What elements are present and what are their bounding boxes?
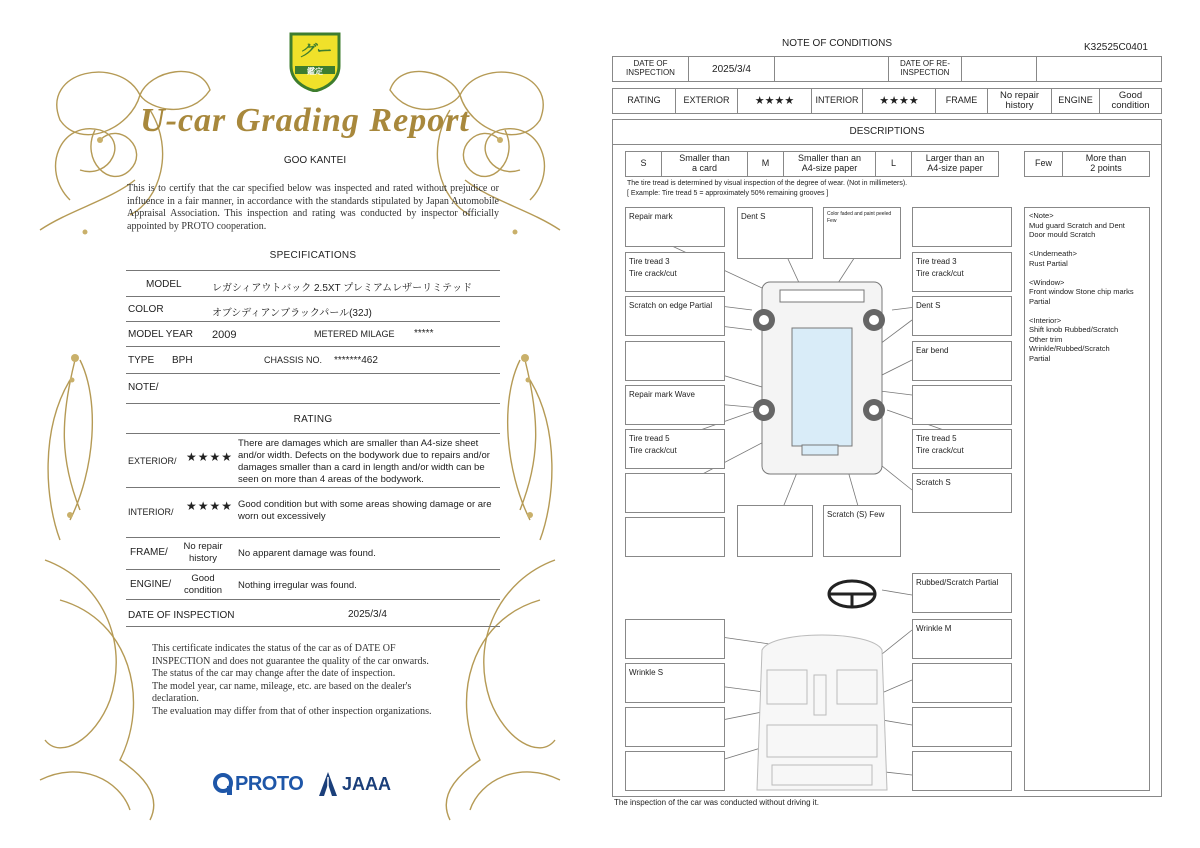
label-tire-rr <box>912 429 1012 469</box>
exterior-stars: ★★★★ <box>186 450 234 464</box>
tire-fr-line2: Tire crack/cut <box>916 269 964 278</box>
label-scratch-edge: Scratch on edge Partial <box>625 296 725 336</box>
label-ear-bend: Ear bend <box>912 341 1012 381</box>
engine-label: ENGINE/ <box>130 579 172 590</box>
noc-title: NOTE OF CONDITIONS <box>782 38 892 49</box>
milage-value: ***** <box>414 328 434 339</box>
rating-label-cell: RATING <box>613 89 676 113</box>
model-year-label: MODEL YEAR <box>128 329 194 340</box>
rating-row <box>612 88 1162 114</box>
noc-footer: The inspection of the car was conducted without driving it. <box>614 798 819 807</box>
note-line: <Note> <box>1029 211 1054 220</box>
spec-row-model <box>126 270 500 297</box>
rating-row-exterior <box>126 433 500 488</box>
note-line <box>1029 268 1145 278</box>
legend-m: M <box>748 152 784 176</box>
legend-s: S <box>626 152 662 176</box>
note-line: <Window> <box>1029 277 1065 287</box>
badge-top-text: グー <box>298 43 331 60</box>
certificate-title: U-car Grading Report <box>140 102 470 139</box>
tire-rl-line1: Tire tread 5 <box>629 434 670 443</box>
type-value: BPH <box>172 355 193 366</box>
footer-line: INSPECTION and does not guarantee the quality of the car onwards. <box>152 655 429 667</box>
note-line: Door mould Scratch <box>1029 230 1096 239</box>
legend-m-text: Smaller than an A4-size paper <box>784 152 876 176</box>
badge-bottom-text: 鑑定 <box>307 67 323 76</box>
notes-panel <box>1024 207 1150 791</box>
interior-stars: ★★★★ <box>186 499 234 513</box>
footer-line: This certificate indicates the status of the car as of DATE OF <box>152 643 396 654</box>
spec-row-color <box>126 297 500 322</box>
label-left-empty-5 <box>625 707 725 747</box>
engine-value-cell: Good condition <box>1111 89 1150 111</box>
label-right-top-empty <box>912 207 1012 247</box>
model-year-value: 2009 <box>212 329 237 341</box>
jaaa-mark-icon <box>318 771 338 797</box>
label-color-faded <box>823 207 901 259</box>
note-line: Rust Partial <box>1029 258 1068 268</box>
note-line: <Interior> <box>1029 315 1062 325</box>
color-value: オブシディアンブラックパール(32J) <box>212 308 372 319</box>
label-left-empty-2 <box>625 473 725 513</box>
model-label: MODEL <box>146 279 182 290</box>
type-label: TYPE <box>128 355 155 366</box>
color-label: COLOR <box>128 304 164 315</box>
legend-s-text: Smaller than a card <box>662 152 748 176</box>
exterior-label-cell: EXTERIOR <box>676 89 738 113</box>
note-label: NOTE/ <box>128 382 159 393</box>
milage-label: METERED MILAGE <box>314 329 395 339</box>
doi-label-cell: DATE OF INSPECTION <box>613 57 689 81</box>
certify-paragraph: This is to certify that the car specified below was inspected and rated without prejudice or influence in a fair manner, in accordance with the standards stipulated by Japan Automobile Appraisal Association. This inspection and rating was conducted by inspector officially appointed by PROTO cooperation. <box>127 183 499 232</box>
note-line: Wrinkle/Rubbed/Scratch <box>1029 344 1110 353</box>
label-wrinkle-s: Wrinkle S <box>625 663 725 703</box>
footer-line: The status of the car may change after the date of inspection. <box>152 668 396 679</box>
tire-fl-line1: Tire tread 3 <box>629 257 670 266</box>
label-left-empty-6 <box>625 751 725 791</box>
note-line: <Underneath> <box>1029 249 1077 258</box>
legend-l-text: Larger than an A4-size paper <box>925 153 985 173</box>
noc-code: K32525C0401 <box>1084 42 1148 53</box>
steering-wheel-icon <box>829 581 875 607</box>
blank-cell <box>775 57 1200 81</box>
date-row <box>612 56 1162 82</box>
label-scratch-s: Scratch S <box>912 473 1012 513</box>
goo-kantei-badge <box>287 30 343 92</box>
note-line: Other trim <box>1029 334 1063 344</box>
spec-row-note <box>126 374 500 404</box>
tire-rl-line2: Tire crack/cut <box>629 446 677 455</box>
label-dent-s-top: Dent S <box>737 207 813 259</box>
footer-line: The evaluation may differ from that of other inspection organizations. <box>152 705 432 717</box>
label-tire-fr <box>912 252 1012 292</box>
spec-row-type <box>126 347 500 374</box>
legend-few-text: More than 2 points <box>1085 153 1127 173</box>
note-line <box>1029 240 1145 250</box>
doi-value: 2025/3/4 <box>348 609 387 620</box>
rating-row-date <box>126 600 500 627</box>
engine-label-cell: ENGINE <box>1052 89 1100 113</box>
interior-desc: Good condition but with some areas showing damage or are worn out excessively <box>238 499 492 522</box>
legend-few: Few <box>1025 152 1063 176</box>
frame-label-cell: FRAME <box>936 89 988 113</box>
label-tire-rl <box>625 429 725 469</box>
label-right-empty-2 <box>912 663 1012 703</box>
certificate-footer <box>152 643 482 718</box>
descriptions-heading: DESCRIPTIONS <box>612 119 1162 145</box>
label-right-empty-1 <box>912 385 1012 425</box>
note-line: Front window Stone chip marks <box>1029 287 1134 296</box>
doi-label: DATE OF INSPECTION <box>128 610 235 621</box>
jaaa-logo-text: JAAA <box>342 773 392 794</box>
frame-label: FRAME/ <box>130 547 168 558</box>
engine-desc: Nothing irregular was found. <box>238 580 357 591</box>
footer-line: declaration. <box>152 693 199 704</box>
label-center-empty <box>737 505 813 557</box>
frame-desc: No apparent damage was found. <box>238 548 376 559</box>
jaaa-logo <box>318 770 391 798</box>
rating-row-engine <box>126 570 500 600</box>
tire-rr-line2: Tire crack/cut <box>916 446 964 455</box>
label-rubbed-scratch: Rubbed/Scratch Partial <box>912 573 1012 613</box>
label-repair-mark: Repair mark <box>625 207 725 247</box>
footer-line: The model year, car name, mileage, etc. are based on the dealer's <box>152 680 412 692</box>
certificate-subtitle: GOO KANTEI <box>283 155 347 166</box>
proto-logo-text: PROTO <box>235 772 304 795</box>
frame-value: No repair history <box>183 541 223 564</box>
label-scratch-s-few: Scratch (S) Few <box>823 505 901 557</box>
reinsp-value-cell <box>1036 57 1037 81</box>
label-left-empty-1 <box>625 341 725 381</box>
tread-note-2: [ Example: Tire tread 5 = approximately 50% remaining grooves ] <box>627 190 829 197</box>
tire-fl-line2: Tire crack/cut <box>629 269 677 278</box>
reinsp-label-cell: DATE OF RE-INSPECTION <box>888 57 962 81</box>
exterior-label: EXTERIOR/ <box>128 456 177 466</box>
label-right-empty-4 <box>912 751 1012 791</box>
proto-logo <box>212 770 303 798</box>
label-repair-wave: Repair mark Wave <box>625 385 725 425</box>
interior-stars-cell: ★★★★ <box>863 89 936 113</box>
legend-l: L <box>876 152 912 176</box>
model-value: レガシィアウトバック 2.5XT プレミアムレザーリミテッド <box>212 283 473 294</box>
note-line: Partial <box>1029 296 1051 306</box>
interior-label-cell: INTERIOR <box>812 89 863 113</box>
exterior-stars-cell: ★★★★ <box>738 89 812 113</box>
proto-mark-icon <box>212 772 234 796</box>
interior-label: INTERIOR/ <box>128 507 174 517</box>
label-left-empty-4 <box>625 619 725 659</box>
label-tire-fl <box>625 252 725 292</box>
doi-value-cell: 2025/3/4 <box>689 57 775 81</box>
color-faded-sub: Few <box>827 218 837 224</box>
frame-value-cell: No repair history <box>988 89 1052 113</box>
label-wrinkle-m: Wrinkle M <box>912 619 1012 659</box>
engine-value: Good condition <box>183 573 223 596</box>
few-legend <box>1024 151 1150 177</box>
note-line <box>1029 306 1145 316</box>
rating-heading: RATING <box>293 414 333 425</box>
size-legend <box>625 151 999 177</box>
label-dent-s-right: Dent S <box>912 296 1012 336</box>
color-faded-text: Color faded and paint peeled <box>827 211 892 217</box>
spec-row-model-year <box>126 322 500 347</box>
rating-row-interior <box>126 488 500 538</box>
chassis-value: *******462 <box>334 355 378 366</box>
tire-fr-line1: Tire tread 3 <box>916 257 957 266</box>
specifications-heading: SPECIFICATIONS <box>269 250 357 261</box>
note-line: Mud guard Scratch and Dent <box>1029 220 1125 230</box>
exterior-desc: There are damages which are smaller than A4-size sheet and/or width. Defects on the bodywork due to repairs and/or damages smaller than a card in length and/or width can be seen on more than 4 areas of the bodywork. <box>238 438 490 485</box>
rating-row-frame <box>126 538 500 570</box>
label-right-empty-3 <box>912 707 1012 747</box>
tire-rr-line1: Tire tread 5 <box>916 434 957 443</box>
tread-note-1: The tire tread is determined by visual inspection of the degree of wear. (Not in millimeters). <box>627 180 908 187</box>
chassis-label: CHASSIS NO. <box>264 355 323 365</box>
note-line: Partial <box>1029 353 1051 363</box>
label-left-empty-3 <box>625 517 725 557</box>
note-line: Shift knob Rubbed/Scratch <box>1029 325 1119 334</box>
